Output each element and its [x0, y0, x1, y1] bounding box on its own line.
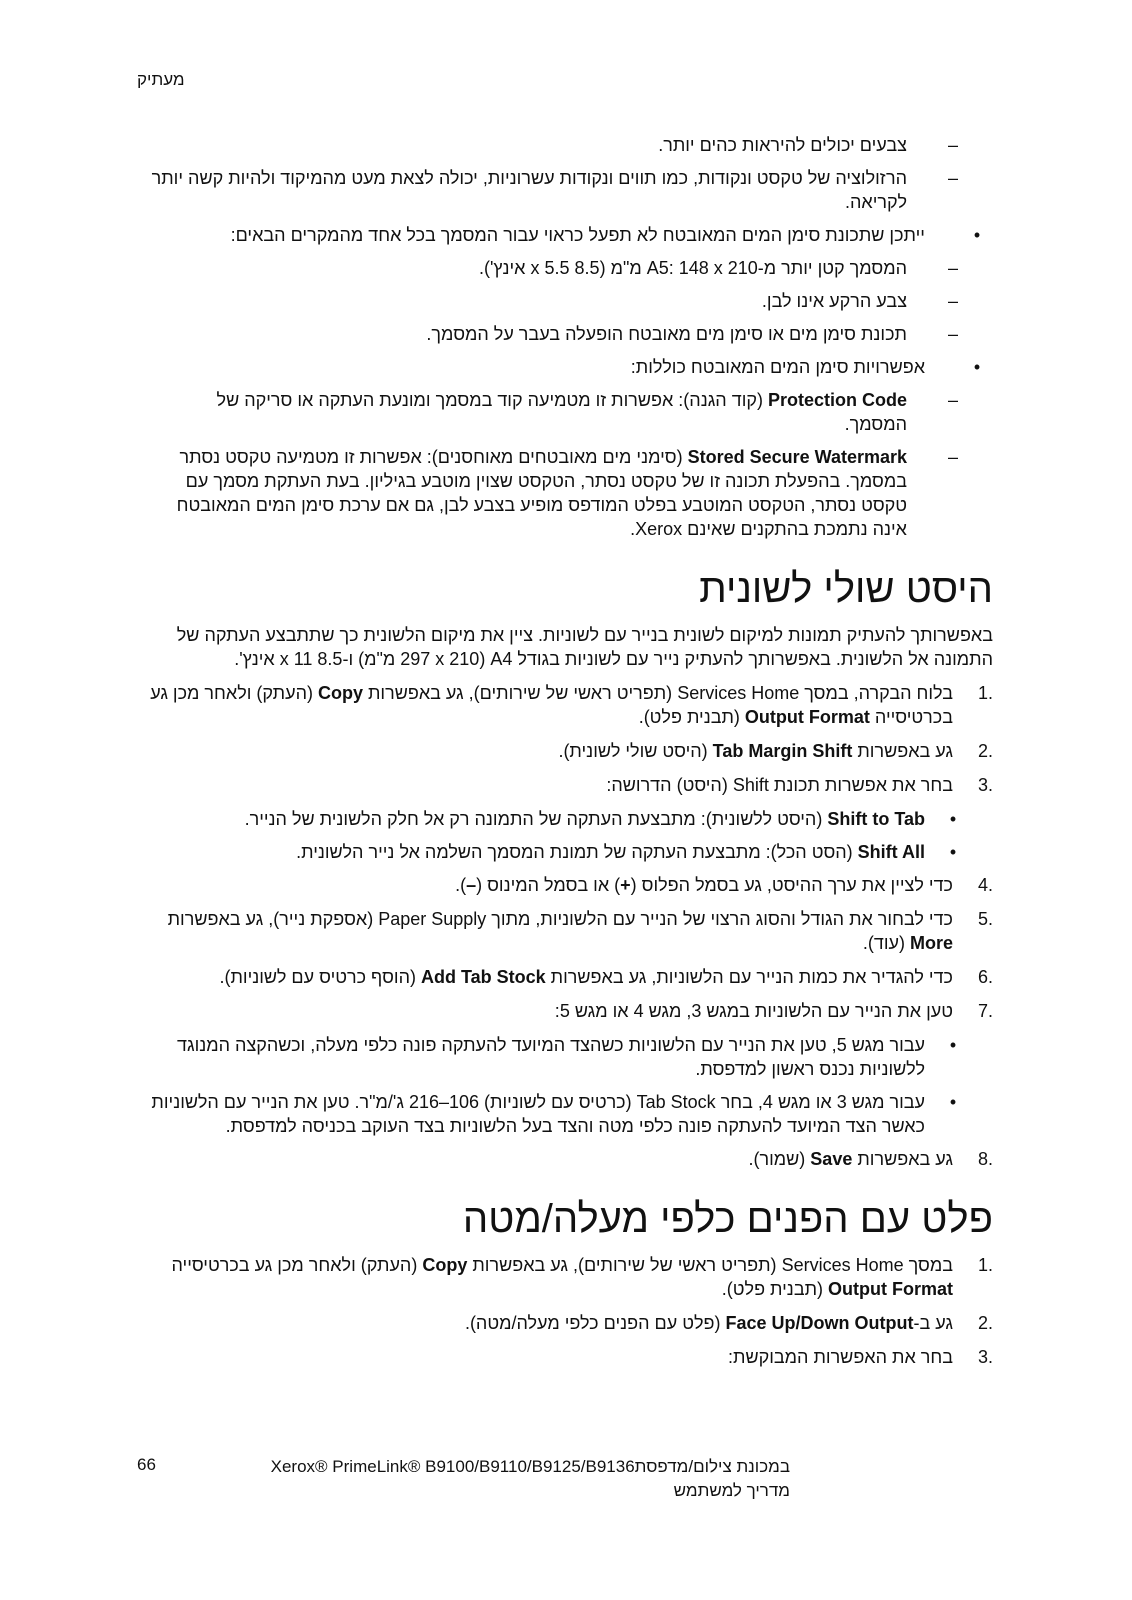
dash-icon: – [947, 447, 958, 467]
item-body: תכונת סימן מים או סימן מים מאובטח הופעלה בעבר על המסמך. [426, 324, 907, 344]
text-run: גע באפשרות [852, 1149, 953, 1169]
text-run: בחר את האפשרות המבוקשת: [728, 1347, 953, 1367]
text-run: (תבנית פלט). [638, 707, 745, 727]
dash-item [150, 133, 993, 157]
bullet-icon: • [949, 1035, 957, 1055]
text-run: (תבנית פלט). [721, 1279, 829, 1299]
bullet-item [150, 355, 993, 379]
item-text [479, 258, 907, 278]
step-number: 4. [977, 875, 993, 895]
step-item [150, 1253, 993, 1301]
intro-list [150, 133, 993, 541]
bold-term: Tab Margin Shift [712, 741, 853, 761]
text-run: כדי לציין את ערך ההיסט, גע בסמל הפלוס ( [630, 875, 953, 895]
dash-icon: – [947, 258, 958, 278]
bold-term: Output Format [828, 1279, 953, 1299]
step-number: 3. [977, 1347, 993, 1367]
bullet-icon: • [973, 225, 981, 245]
bold-term: Shift to Tab [827, 809, 925, 829]
step-number: 6. [977, 967, 993, 987]
dash-item [150, 166, 993, 214]
step-item [150, 739, 993, 763]
dash-item [150, 322, 993, 346]
step-text [168, 909, 953, 953]
bullet-item [150, 840, 993, 864]
footer-title-line1: Xerox® PrimeLink® B9100/B9110/B9125/B9136במכונת צילום/מדפסת [270, 1457, 790, 1476]
bullet-icon: • [949, 842, 957, 862]
text-run: גע באפשרות [852, 741, 953, 761]
text-run: בחר את אפשרות תכונת Shift (היסט) הדרושה: [606, 775, 953, 795]
bullets-list [150, 807, 993, 864]
step-number: 2. [977, 1313, 993, 1333]
text-run: (היסט ללשונית): מתבצעת העתקה של התמונה רק אל חלק הלשונית של הנייר. [244, 809, 828, 829]
text-run: כדי לבחור את הגודל והסוג הרצוי של הנייר עם הלשוניות, מתוך Paper Supply (אספקת נייר), גע באפשרות [167, 909, 953, 929]
text-run: ) או בסמל המינוס ( [476, 875, 621, 895]
step-text [150, 683, 953, 727]
step-text [606, 775, 953, 795]
item-body: צבע הרקע אינו לבן. [761, 291, 907, 311]
step-text [558, 741, 953, 761]
item-text [231, 225, 925, 245]
dash-item [150, 256, 993, 280]
step-item [150, 907, 993, 955]
bullet-icon: • [949, 1092, 957, 1112]
step-number: 7. [977, 1001, 993, 1021]
text-run: עבור מגש 3 או מגש 4, בחר Tab Stock (כרטיס עם לשוניות) 106–216 ג'/מ"ר. טען את הנייר עם הלשוניות כאשר הצד המיועד להעתקה פונה כלפי מטה והצד בעל הלשוניות בצד העוקב בכניסה למדפסת. [151, 1092, 925, 1136]
item-body: (סימני מים מאובטחים מאוחסנים): אפשרות זו מטמיעה טקסט נסתר במסמך. בהפעלת תכונה זו של טקסט נסתר, הטקסט שצוין מוטבע בגיליון. בעת העתקת מסמך עם טקסט נסתר, הטקסט המוטבע בפלט המודפס מופיע בצבע לבן, גם אם ערכת סימן המים המאובטח אינה נתמכת בהתקנים שאינם Xerox. [176, 447, 907, 539]
footer-title [190, 1455, 790, 1503]
bullets-list [150, 1033, 993, 1138]
item-body: (קוד הגנה): אפשרות זו מטמיעה קוד במסמך ומונעת העתקה או סריקה של המסמך. [216, 390, 907, 434]
item-body: אפשרויות סימן המים המאובטח כוללות: [630, 357, 925, 377]
text-run: עבור מגש 5, טען את הנייר עם הלשוניות כשהצד המיועד להעתקה פונה כלפי מעלה, וכשהקצה המנוגד ללשוניות נכנס ראשון למדפסת. [177, 1035, 925, 1079]
step-text [219, 967, 953, 987]
bullet-item [150, 1090, 993, 1138]
section-paragraph: באפשרותך להעתיק תמונות למיקום לשונית בנייר עם לשוניות. ציין את מיקום הלשונית כך שתתבצע העתקה של התמונה אל הלשונית. באפשרותך להעתיק נייר עם לשוניות בגודל A4 (297 x 210 מ"מ) ו-8.5 x 11 אינץ'. [176, 625, 993, 669]
bullet-text [177, 1035, 925, 1079]
step-text [465, 1313, 953, 1333]
bold-term: Add Tab Stock [420, 967, 546, 987]
step-text [555, 1001, 953, 1021]
step-item [150, 1345, 993, 1369]
step-text [749, 1149, 954, 1169]
step-item [150, 965, 993, 989]
steps-list [150, 681, 993, 797]
text-run: (היסט שולי לשונית). [558, 741, 713, 761]
text-run: (עוד). [862, 933, 910, 953]
dash-icon: – [947, 390, 958, 410]
step-item [150, 1147, 993, 1171]
steps-list [150, 1147, 993, 1171]
bullet-item [150, 1033, 993, 1081]
dash-icon: – [947, 135, 958, 155]
page-number: 66 [137, 1455, 156, 1474]
text-run: בלוח הבקרה, במסך Services Home (תפריט ראשי של שירותים), גע באפשרות [362, 683, 953, 703]
item-bold-label: Protection Code [767, 390, 907, 410]
step-item [150, 773, 993, 797]
bold-term: Copy [422, 1255, 468, 1275]
step-text [728, 1347, 953, 1367]
step-number: 5. [977, 909, 993, 929]
dash-icon: – [947, 168, 958, 188]
bold-term: + [620, 875, 631, 895]
bullet-icon: • [973, 357, 981, 377]
item-text [762, 291, 907, 311]
text-run: ). [455, 875, 467, 895]
bold-term: More [909, 933, 953, 953]
bold-term: Shift All [857, 842, 925, 862]
dash-item [150, 388, 993, 436]
item-text [152, 168, 907, 212]
text-run: טען את הנייר עם הלשוניות במגש 3, מגש 4 או מגש 5: [554, 1001, 953, 1021]
step-text [455, 875, 953, 895]
item-text [177, 447, 907, 539]
item-body: הרזולוציה של טקסט ונקודות, כמו תווים ונקודות עשרוניות, יכולה לצאת מעט מהמיקוד ולהיות קשה יותר לקריאה. [151, 168, 907, 212]
step-number: 2. [977, 741, 993, 761]
running-header: מעתיק [137, 70, 185, 89]
item-body: ייתכן שתכונת סימן המים המאובטח לא תפעל כראוי עבור המסמך בכל אחד מהמקרים הבאים: [230, 225, 925, 245]
text-run: (הסט הכל): מתבצעת העתקה של תמונת המסמך השלמה אל נייר הלשונית. [296, 842, 858, 862]
bullet-text [296, 842, 925, 862]
item-text [658, 135, 907, 155]
bold-term: Output Format [744, 707, 870, 727]
bullet-item [150, 223, 993, 247]
bullet-item [150, 807, 993, 831]
step-number: 8. [977, 1149, 993, 1169]
step-item [150, 1311, 993, 1335]
item-text [217, 390, 907, 434]
bold-term: Copy [317, 683, 363, 703]
bold-term: Face Up/Down Output [725, 1313, 914, 1333]
item-text [426, 324, 907, 344]
text-run: כדי להגדיר את כמות הנייר עם הלשוניות, גע באפשרות [545, 967, 953, 987]
step-item [150, 873, 993, 897]
steps-list [150, 873, 993, 1023]
section-heading-face-up: פלט עם הפנים כלפי מעלה/מטה [462, 1197, 993, 1241]
dash-icon: – [947, 324, 958, 344]
step-number: 1. [977, 683, 993, 703]
dash-icon: – [947, 291, 958, 311]
dash-item [150, 445, 993, 541]
item-body: המסמך קטן יותר מ-A5: 148 x 210 מ"מ (8.5 x 5.5 אינץ'). [479, 258, 907, 278]
steps-list [150, 1253, 993, 1369]
content-area [150, 133, 993, 1379]
bullet-text [151, 1092, 925, 1136]
step-number: 1. [977, 1255, 993, 1275]
step-number: 3. [977, 775, 993, 795]
text-run: (הוסף כרטיס עם לשוניות). [219, 967, 421, 987]
bold-term: – [466, 875, 477, 895]
step-text [171, 1255, 953, 1299]
text-run: (העתק) ולאחר מכן גע בכרטיסייה [150, 683, 953, 727]
dash-item [150, 289, 993, 313]
section-heading-tab-margin: היסט שולי לשונית [699, 567, 993, 611]
item-bold-label: Stored Secure Watermark [687, 447, 907, 467]
footer-title-line2: מדריך למשתמש [673, 1481, 790, 1500]
text-run: (העתק) ולאחר מכן גע בכרטיסייה [171, 1255, 423, 1275]
text-run: (פלט עם הפנים כלפי מעלה/מטה). [464, 1313, 726, 1333]
bullet-icon: • [949, 809, 957, 829]
text-run: במסך Services Home (תפריט ראשי של שירותים), גע באפשרות [467, 1255, 953, 1275]
item-text [631, 357, 925, 377]
step-item [150, 999, 993, 1023]
bold-term: Save [810, 1149, 853, 1169]
text-run: גע ב- [913, 1313, 953, 1333]
bullet-text [245, 809, 925, 829]
item-body: צבעים יכולים להיראות כהים יותר. [658, 135, 907, 155]
step-item [150, 681, 993, 729]
text-run: (שמור). [748, 1149, 811, 1169]
